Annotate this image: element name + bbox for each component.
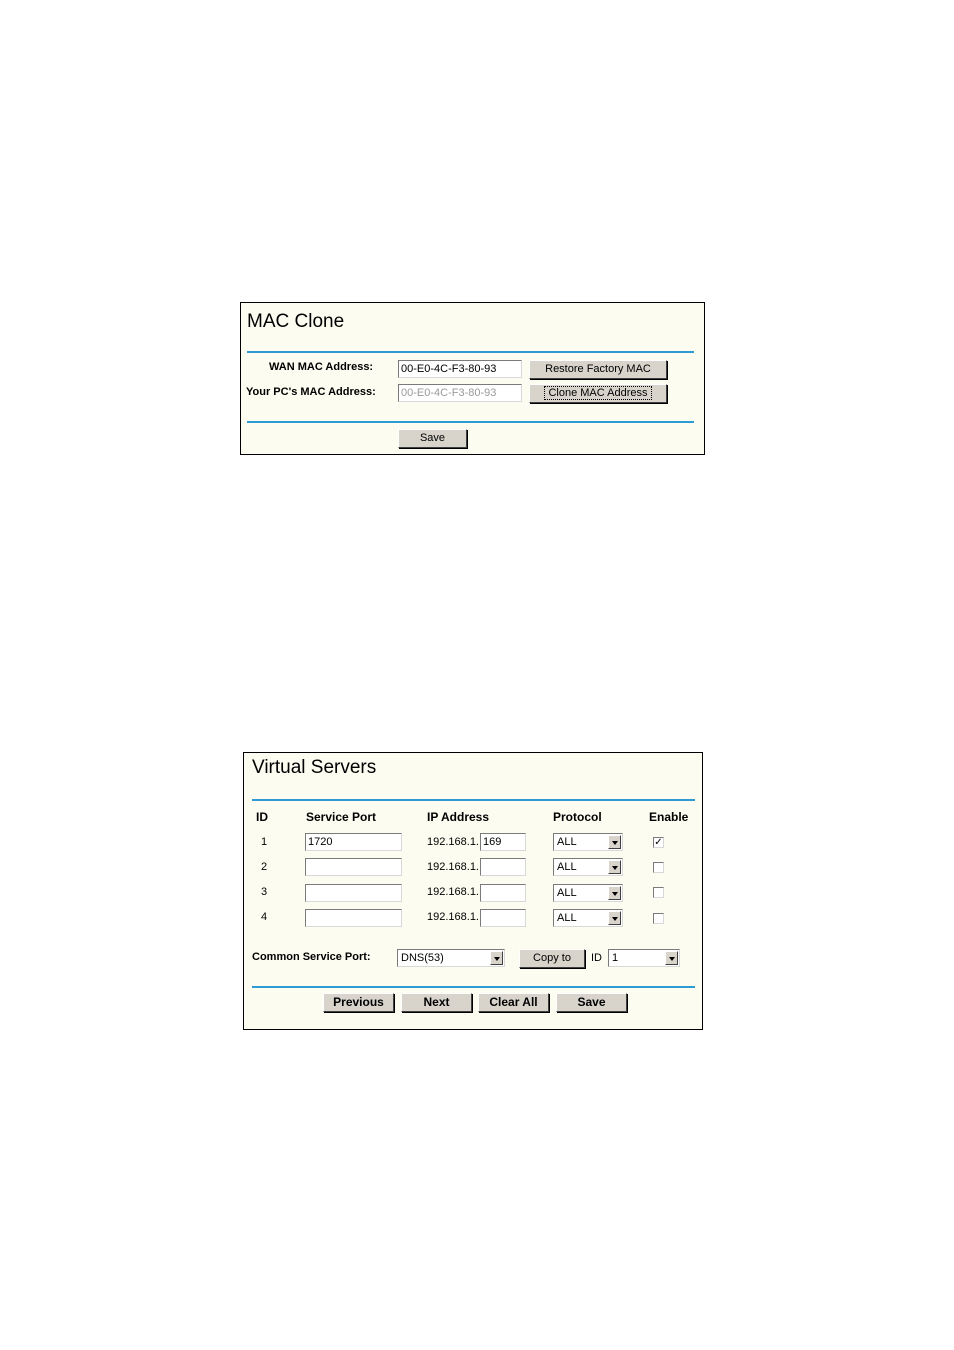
copy-to-button[interactable]	[519, 949, 585, 968]
row-2-service-port-input[interactable]	[305, 858, 402, 876]
row-2-enable-checkbox[interactable]	[653, 862, 664, 873]
chevron-down-icon[interactable]	[665, 951, 678, 965]
row-1-ip-prefix: 192.168.1.	[427, 836, 479, 848]
row-2-protocol-select[interactable]	[553, 858, 623, 876]
row-3-ip-prefix: 192.168.1.	[427, 886, 479, 898]
wan-mac-label: WAN MAC Address:	[269, 361, 374, 373]
next-label: Next	[423, 995, 450, 1009]
row-4-service-port-input[interactable]	[305, 909, 402, 927]
row-3-protocol-select[interactable]	[553, 884, 623, 902]
clear-all-button[interactable]	[478, 993, 549, 1012]
clone-mac-address-button[interactable]	[529, 384, 667, 403]
row-1-ip-suffix-input[interactable]: 169	[480, 833, 526, 851]
mac-clone-panel	[240, 302, 705, 455]
row-1-protocol-value: ALL	[557, 836, 577, 848]
row-4-protocol-value: ALL	[557, 912, 577, 924]
row-2-id: 2	[261, 861, 268, 873]
copy-to-label: Copy to	[533, 952, 571, 964]
virtual-servers-title: Virtual Servers	[252, 757, 377, 778]
row-3-service-port-input[interactable]	[305, 884, 402, 902]
row-4-ip-suffix-input[interactable]	[480, 909, 526, 927]
row-1-enable-checkbox[interactable]: ✓	[654, 837, 663, 848]
next-button[interactable]	[401, 993, 472, 1012]
chevron-down-icon[interactable]	[608, 886, 621, 900]
virtual-servers-save-button[interactable]	[556, 993, 627, 1012]
header-enable: Enable	[649, 810, 689, 824]
copy-id-select[interactable]	[608, 949, 680, 967]
row-2-protocol-value: ALL	[557, 861, 577, 873]
header-ip-address: IP Address	[427, 810, 490, 824]
header-service-port: Service Port	[306, 810, 377, 824]
row-4-protocol-select[interactable]	[553, 909, 623, 927]
row-3-protocol-value: ALL	[557, 887, 577, 899]
header-protocol: Protocol	[553, 810, 602, 824]
clone-mac-address-label: Clone MAC Address	[545, 387, 650, 399]
chevron-down-icon[interactable]	[490, 951, 503, 965]
row-2-ip-suffix-input[interactable]	[480, 858, 526, 876]
previous-button[interactable]	[323, 993, 394, 1012]
restore-factory-mac-label: Restore Factory MAC	[545, 363, 651, 375]
row-4-id: 4	[261, 911, 268, 923]
row-1-id: 1	[261, 836, 268, 848]
common-service-port-value: DNS(53)	[401, 952, 444, 964]
restore-factory-mac-button[interactable]	[529, 360, 667, 379]
virtual-servers-panel	[243, 752, 703, 1030]
virtual-servers-save-label: Save	[577, 995, 606, 1009]
row-4-enable-checkbox[interactable]	[653, 913, 664, 924]
mac-clone-title: MAC Clone	[247, 311, 345, 332]
pc-mac-input: 00-E0-4C-F3-80-93	[398, 384, 522, 402]
chevron-down-icon[interactable]	[608, 911, 621, 925]
row-3-id: 3	[261, 886, 268, 898]
header-id: ID	[256, 810, 268, 824]
row-3-ip-suffix-input[interactable]	[480, 884, 526, 902]
copy-id-label: ID	[591, 952, 602, 964]
row-3-enable-checkbox[interactable]	[653, 887, 664, 898]
row-4-ip-prefix: 192.168.1.	[427, 911, 479, 923]
mac-clone-top-divider	[247, 351, 694, 353]
common-service-port-select[interactable]	[397, 949, 505, 967]
virtual-servers-bottom-divider	[252, 986, 695, 988]
chevron-down-icon[interactable]	[608, 860, 621, 874]
mac-clone-bottom-divider	[247, 421, 694, 423]
copy-id-value: 1	[612, 952, 619, 964]
clear-all-label: Clear All	[489, 995, 538, 1009]
row-1-protocol-select[interactable]	[553, 833, 623, 851]
previous-label: Previous	[333, 995, 384, 1009]
pc-mac-label: Your PC's MAC Address:	[246, 386, 376, 398]
mac-clone-save-label: Save	[419, 432, 446, 444]
common-service-port-label: Common Service Port:	[252, 951, 371, 963]
virtual-servers-top-divider	[252, 799, 695, 801]
row-1-service-port-input[interactable]: 1720	[305, 833, 402, 851]
wan-mac-input[interactable]: 00-E0-4C-F3-80-93	[398, 360, 522, 378]
mac-clone-save-button[interactable]	[398, 429, 467, 448]
row-2-ip-prefix: 192.168.1.	[427, 861, 479, 873]
chevron-down-icon[interactable]	[608, 835, 621, 849]
